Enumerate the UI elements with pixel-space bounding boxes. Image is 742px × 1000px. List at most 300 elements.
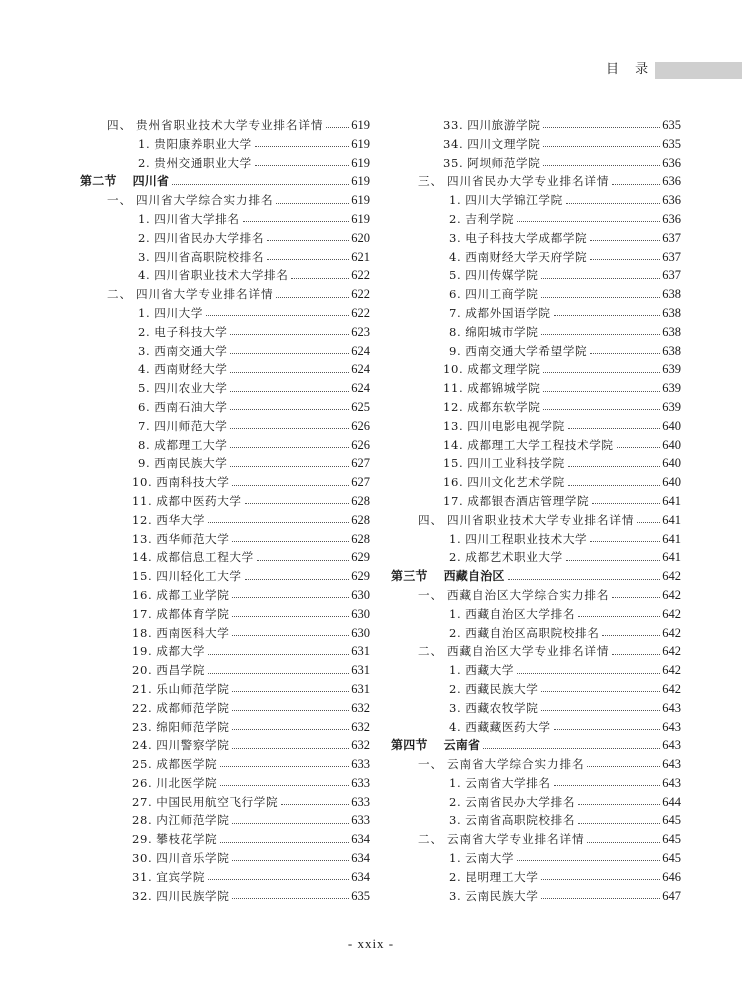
toc-entry-title <box>132 680 229 699</box>
toc-entry-label: 绵阳城市学院 <box>465 324 539 339</box>
toc-entry-number: 3. <box>138 343 151 358</box>
toc-entry-number: 17. <box>443 493 464 508</box>
toc-page-number: 632 <box>351 719 370 734</box>
toc-entry[interactable] <box>391 210 681 229</box>
toc-entry-title <box>138 360 227 379</box>
toc-entry-title <box>132 548 254 567</box>
toc-entry[interactable] <box>80 436 370 455</box>
toc-entry[interactable] <box>391 229 681 248</box>
toc-page-number: 643 <box>662 738 681 753</box>
toc-entry[interactable] <box>391 135 681 154</box>
toc-entry-label: 昆明理工大学 <box>465 869 539 884</box>
toc-entry[interactable] <box>391 642 681 661</box>
toc-entry-number: 27. <box>132 794 153 809</box>
toc-page-number: 647 <box>662 888 681 903</box>
toc-entry-number: 1. <box>138 136 151 151</box>
toc-entry-title <box>132 774 217 793</box>
dot-leader <box>602 635 660 636</box>
toc-entry-number: 第四节 <box>391 738 428 753</box>
toc-entry[interactable] <box>80 586 370 605</box>
toc-entry-number: 2. <box>449 794 462 809</box>
toc-entry-number: 15. <box>443 456 464 471</box>
toc-entry-label: 成都医学院 <box>156 757 218 772</box>
toc-entry[interactable] <box>80 699 370 718</box>
toc-entry[interactable] <box>80 567 370 586</box>
toc-page-number: 631 <box>351 644 370 659</box>
toc-entry-label: 四川文化艺术学院 <box>467 475 565 490</box>
toc-entry[interactable] <box>391 774 681 793</box>
toc-entry[interactable] <box>80 680 370 699</box>
toc-page-number: 643 <box>662 775 681 790</box>
toc-page-number: 640 <box>662 456 681 471</box>
toc-entry[interactable] <box>80 379 370 398</box>
toc-entry-title <box>449 774 551 793</box>
dot-leader <box>554 729 661 730</box>
toc-entry[interactable] <box>80 774 370 793</box>
toc-entry[interactable] <box>80 229 370 248</box>
toc-entry-label: 四川文理学院 <box>467 136 541 151</box>
toc-page-number: 635 <box>662 118 681 132</box>
toc-entry-label: 川北医学院 <box>156 775 218 790</box>
toc-page-number: 633 <box>351 794 370 809</box>
dot-leader <box>291 278 349 279</box>
toc-page-number: 645 <box>662 851 681 866</box>
toc-entry-title <box>449 530 587 549</box>
toc-page-number: 633 <box>351 813 370 828</box>
toc-entry-title <box>449 624 599 643</box>
toc-entry[interactable] <box>80 849 370 868</box>
toc-entry[interactable] <box>391 811 681 830</box>
dot-leader <box>232 616 349 617</box>
toc-entry-number: 5. <box>449 268 462 283</box>
dot-leader <box>612 597 660 598</box>
toc-entry[interactable] <box>80 492 370 511</box>
toc-entry[interactable] <box>391 680 681 699</box>
dot-leader <box>206 315 349 316</box>
dot-leader <box>232 485 349 486</box>
toc-entry[interactable] <box>391 398 681 417</box>
toc-entry-title <box>138 379 227 398</box>
toc-entry-label: 西南交通大学希望学院 <box>465 343 588 358</box>
toc-entry[interactable] <box>391 248 681 267</box>
toc-entry-title <box>132 661 205 680</box>
toc-entry-label: 成都工业学院 <box>156 587 230 602</box>
dot-leader <box>543 127 660 128</box>
toc-entry-title <box>132 699 229 718</box>
dot-leader <box>245 503 350 504</box>
toc-entry-title <box>449 699 538 718</box>
toc-entry-label: 乐山师范学院 <box>156 681 230 696</box>
toc-entry-number: 33. <box>443 118 464 132</box>
toc-entry-title <box>132 868 205 887</box>
toc-entry-number: 9. <box>138 456 151 471</box>
toc-entry[interactable] <box>391 379 681 398</box>
toc-page-number: 641 <box>662 531 681 546</box>
toc-entry[interactable] <box>391 755 681 774</box>
toc-entry-number: 22. <box>132 700 153 715</box>
toc-entry[interactable] <box>391 586 681 605</box>
toc-entry-number: 1. <box>449 851 462 866</box>
toc-entry[interactable] <box>80 755 370 774</box>
toc-entry-number: 17. <box>132 606 153 621</box>
toc-page-number: 621 <box>351 249 370 264</box>
toc-page-number: 645 <box>662 832 681 847</box>
toc-entry[interactable] <box>80 605 370 624</box>
toc-entry-title <box>443 116 540 135</box>
toc-entry[interactable] <box>80 868 370 887</box>
toc-entry-number: 1. <box>449 193 462 208</box>
toc-entry-title <box>443 135 540 154</box>
toc-entry-label: 云南省高职院校排名 <box>465 813 576 828</box>
toc-entry-title <box>449 887 538 906</box>
toc-entry-label: 攀枝花学院 <box>156 832 218 847</box>
dot-leader <box>232 860 349 861</box>
toc-entry-title <box>449 849 514 868</box>
toc-entry[interactable] <box>80 736 370 755</box>
toc-entry[interactable] <box>80 191 370 210</box>
toc-entry-number: 8. <box>138 437 151 452</box>
toc-entry[interactable] <box>80 360 370 379</box>
toc-entry-label: 成都大学 <box>156 644 206 659</box>
dot-leader <box>517 221 660 222</box>
toc-entry-title <box>418 586 609 605</box>
toc-entry-title <box>132 586 229 605</box>
toc-entry-label: 内江师范学院 <box>156 813 230 828</box>
toc-entry[interactable] <box>391 511 681 530</box>
toc-entry[interactable] <box>80 793 370 812</box>
toc-page-number: 642 <box>662 681 681 696</box>
toc-entry[interactable] <box>80 417 370 436</box>
toc-entry[interactable] <box>391 624 681 643</box>
toc-entry-label: 四川传媒学院 <box>465 268 539 283</box>
toc-entry-label: 西藏自治区高职院校排名 <box>465 625 600 640</box>
toc-entry[interactable] <box>391 172 681 191</box>
toc-entry[interactable] <box>391 116 681 135</box>
toc-entry-number: 12. <box>132 512 153 527</box>
dot-leader <box>230 334 349 335</box>
dot-leader <box>612 184 660 185</box>
dot-leader <box>230 353 349 354</box>
toc-page-number: 633 <box>351 757 370 772</box>
toc-entry-number: 3. <box>449 888 462 903</box>
toc-entry[interactable] <box>80 323 370 342</box>
header-bar <box>655 62 742 79</box>
toc-entry-number: 20. <box>132 663 153 678</box>
toc-page-number: 619 <box>351 211 370 226</box>
toc-entry[interactable] <box>391 793 681 812</box>
toc-entry[interactable] <box>391 661 681 680</box>
toc-entry[interactable] <box>391 849 681 868</box>
toc-page-number: 636 <box>662 193 681 208</box>
dot-leader <box>554 315 661 316</box>
toc-entry[interactable] <box>80 154 370 173</box>
toc-page-number: 622 <box>351 287 370 302</box>
toc-entry-label: 四川工商学院 <box>465 287 539 302</box>
toc-entry-number: 2. <box>449 625 462 640</box>
toc-page-number: 638 <box>662 324 681 339</box>
toc-page-number: 636 <box>662 155 681 170</box>
dot-leader <box>541 879 660 880</box>
toc-entry-label: 西昌学院 <box>156 663 206 678</box>
toc-entry[interactable] <box>80 530 370 549</box>
toc-entry-number: 6. <box>449 287 462 302</box>
toc-entry[interactable] <box>80 248 370 267</box>
toc-entry-label: 阿坝师范学院 <box>467 155 541 170</box>
toc-left-column <box>80 116 370 905</box>
toc-page-number: 626 <box>351 437 370 452</box>
toc-entry-label: 电子科技大学 <box>154 324 228 339</box>
toc-entry-title <box>443 436 614 455</box>
toc-entry-label: 西藏自治区大学专业排名详情 <box>447 644 610 659</box>
toc-entry[interactable] <box>391 304 681 323</box>
toc-entry-number: 35. <box>443 155 464 170</box>
toc-entry-number: 7. <box>449 305 462 320</box>
toc-entry-title <box>449 285 538 304</box>
toc-entry[interactable] <box>80 285 370 304</box>
dot-leader <box>232 729 349 730</box>
dot-leader <box>230 372 349 373</box>
toc-entry-label: 四川省民办大学专业排名详情 <box>447 174 610 189</box>
toc-entry-label: 云南省 <box>443 738 481 753</box>
toc-entry-label: 西华师范大学 <box>156 531 230 546</box>
dot-leader <box>612 654 660 655</box>
toc-entry-number: 28. <box>132 813 153 828</box>
dot-leader <box>267 240 349 241</box>
toc-page-number: 642 <box>662 644 681 659</box>
toc-entry-label: 四川省职业技术大学排名 <box>154 268 289 283</box>
toc-entry-label: 云南省大学专业排名详情 <box>447 832 585 847</box>
toc-entry-title <box>132 755 217 774</box>
dot-leader <box>243 221 350 222</box>
toc-entry-title <box>132 473 229 492</box>
toc-section-entry[interactable] <box>80 172 370 191</box>
toc-page-number: 628 <box>351 512 370 527</box>
toc-entry[interactable] <box>391 191 681 210</box>
dot-leader <box>617 447 661 448</box>
dot-leader <box>543 372 660 373</box>
toc-page-number: 640 <box>662 475 681 490</box>
toc-entry-number: 二、 <box>107 287 132 302</box>
toc-entry-number: 7. <box>138 418 151 433</box>
toc-entry[interactable] <box>391 830 681 849</box>
dot-leader <box>587 842 660 843</box>
toc-entry[interactable] <box>80 398 370 417</box>
dot-leader <box>578 616 660 617</box>
toc-entry[interactable] <box>391 266 681 285</box>
toc-entry-title <box>138 323 227 342</box>
toc-entry[interactable] <box>391 436 681 455</box>
toc-page-number: 623 <box>351 324 370 339</box>
toc-entry[interactable] <box>391 868 681 887</box>
toc-entry[interactable] <box>80 266 370 285</box>
toc-entry-label: 四川旅游学院 <box>467 118 541 132</box>
toc-entry-label: 四川省 <box>132 174 170 189</box>
dot-leader <box>232 710 349 711</box>
toc-entry[interactable] <box>391 605 681 624</box>
toc-entry[interactable] <box>80 661 370 680</box>
toc-entry-label: 云南大学 <box>465 851 515 866</box>
toc-entry[interactable] <box>80 116 370 135</box>
toc-entry-title <box>138 342 227 361</box>
toc-entry-label: 成都师范学院 <box>156 700 230 715</box>
toc-entry[interactable] <box>391 417 681 436</box>
toc-entry-label: 四川电影电视学院 <box>467 418 565 433</box>
toc-entry-title <box>138 304 203 323</box>
toc-entry[interactable] <box>391 699 681 718</box>
dot-leader <box>232 748 349 749</box>
toc-page-number: 619 <box>351 174 370 189</box>
toc-entry-label: 成都银杏酒店管理学院 <box>467 493 590 508</box>
toc-entry-number: 三、 <box>418 174 443 189</box>
dot-leader <box>257 560 349 561</box>
dot-leader <box>517 860 660 861</box>
toc-entry-title <box>418 172 609 191</box>
toc-page-number: 619 <box>351 155 370 170</box>
toc-entry-label: 西南财经大学 <box>154 362 228 377</box>
toc-page-number: 641 <box>662 512 681 527</box>
toc-entry[interactable] <box>80 887 370 906</box>
toc-entry-label: 西藏自治区大学综合实力排名 <box>447 587 610 602</box>
dot-leader <box>541 334 660 335</box>
toc-entry-label: 绵阳师范学院 <box>156 719 230 734</box>
toc-page-number: 619 <box>351 193 370 208</box>
toc-entry-number: 2. <box>449 211 462 226</box>
toc-entry[interactable] <box>80 135 370 154</box>
toc-entry-label: 四川轻化工大学 <box>156 569 242 584</box>
toc-entry[interactable] <box>391 323 681 342</box>
toc-entry-number: 6. <box>138 399 151 414</box>
toc-entry[interactable] <box>391 285 681 304</box>
toc-entry[interactable] <box>80 811 370 830</box>
toc-entry-label: 四川省职业技术大学专业排名详情 <box>447 512 635 527</box>
toc-entry-number: 10. <box>132 475 153 490</box>
toc-entry-number: 31. <box>132 869 153 884</box>
toc-entry[interactable] <box>80 624 370 643</box>
toc-page-number: 642 <box>662 663 681 678</box>
toc-entry-label: 西南民族大学 <box>154 456 228 471</box>
dot-leader <box>554 785 661 786</box>
toc-entry-title <box>132 887 229 906</box>
toc-entry-title <box>449 793 575 812</box>
dot-leader <box>578 804 660 805</box>
toc-entry-title <box>443 492 589 511</box>
dot-leader <box>230 447 349 448</box>
toc-entry-number: 29. <box>132 832 153 847</box>
dot-leader <box>230 391 349 392</box>
toc-entry-number: 2. <box>449 869 462 884</box>
toc-entry[interactable] <box>391 454 681 473</box>
toc-entry[interactable] <box>391 718 681 737</box>
toc-entry-title <box>449 229 587 248</box>
toc-entry[interactable] <box>80 473 370 492</box>
toc-entry[interactable] <box>391 473 681 492</box>
toc-page-number: 639 <box>662 362 681 377</box>
toc-entry-label: 成都理工大学 <box>154 437 228 452</box>
dot-leader <box>587 766 660 767</box>
toc-entry[interactable] <box>80 511 370 530</box>
toc-page-number: 624 <box>351 343 370 358</box>
toc-entry-title <box>107 285 273 304</box>
toc-entry-title <box>391 567 505 586</box>
toc-entry-label: 西南医科大学 <box>156 625 230 640</box>
toc-entry-number: 15. <box>132 569 153 584</box>
toc-entry[interactable] <box>80 718 370 737</box>
toc-entry-number: 二、 <box>418 644 443 659</box>
toc-entry-title <box>449 548 563 567</box>
toc-entry-number: 25. <box>132 757 153 772</box>
toc-page-number: 629 <box>351 569 370 584</box>
dot-leader <box>590 541 660 542</box>
toc-entry[interactable] <box>80 210 370 229</box>
dot-leader <box>568 428 660 429</box>
toc-entry[interactable] <box>80 342 370 361</box>
dot-leader <box>566 203 660 204</box>
toc-entry-title <box>443 454 565 473</box>
toc-entry[interactable] <box>391 360 681 379</box>
toc-entry-label: 四川民族学院 <box>156 888 230 903</box>
toc-entry-title <box>449 661 514 680</box>
toc-entry-title <box>138 248 264 267</box>
toc-page-number: 640 <box>662 437 681 452</box>
toc-entry[interactable] <box>80 830 370 849</box>
toc-entry-number: 34. <box>443 136 464 151</box>
toc-entry-label: 四川省大学专业排名详情 <box>136 287 274 302</box>
dot-leader <box>590 353 660 354</box>
dot-leader <box>326 127 349 128</box>
toc-entry-title <box>132 830 217 849</box>
dot-leader <box>543 409 660 410</box>
toc-entry-title <box>418 755 584 774</box>
dot-leader <box>230 466 349 467</box>
toc-entry-label: 成都外国语学院 <box>465 305 551 320</box>
toc-section-entry[interactable] <box>391 567 681 586</box>
toc-page-number: 627 <box>351 475 370 490</box>
toc-page-number: 640 <box>662 418 681 433</box>
toc-entry[interactable] <box>391 530 681 549</box>
toc-entry[interactable] <box>80 642 370 661</box>
toc-page-number: 631 <box>351 681 370 696</box>
toc-entry[interactable] <box>80 304 370 323</box>
toc-entry[interactable] <box>391 154 681 173</box>
toc-entry-title <box>132 605 229 624</box>
toc-page-number: 636 <box>662 211 681 226</box>
dot-leader <box>232 898 349 899</box>
toc-entry[interactable] <box>80 548 370 567</box>
toc-entry-number: 11. <box>132 493 153 508</box>
toc-entry[interactable] <box>80 454 370 473</box>
toc-entry-number: 12. <box>443 399 464 414</box>
toc-entry[interactable] <box>391 887 681 906</box>
dot-leader <box>208 522 349 523</box>
toc-entry-title <box>138 398 227 417</box>
toc-entry-label: 四川工程职业技术大学 <box>465 531 588 546</box>
toc-section-entry[interactable] <box>391 736 681 755</box>
toc-entry-title <box>443 154 540 173</box>
dot-leader <box>276 297 349 298</box>
toc-page-number: 642 <box>662 569 681 584</box>
toc-page-number: 622 <box>351 305 370 320</box>
toc-entry-number: 16. <box>443 475 464 490</box>
toc-entry[interactable] <box>391 492 681 511</box>
dot-leader <box>220 785 349 786</box>
toc-entry-label: 云南省民办大学排名 <box>465 794 576 809</box>
dot-leader <box>590 240 660 241</box>
toc-entry-label: 电子科技大学成都学院 <box>465 230 588 245</box>
toc-entry-label: 四川省高职院校排名 <box>154 249 265 264</box>
toc-entry-title <box>449 266 538 285</box>
toc-entry[interactable] <box>391 342 681 361</box>
toc-entry[interactable] <box>391 548 681 567</box>
